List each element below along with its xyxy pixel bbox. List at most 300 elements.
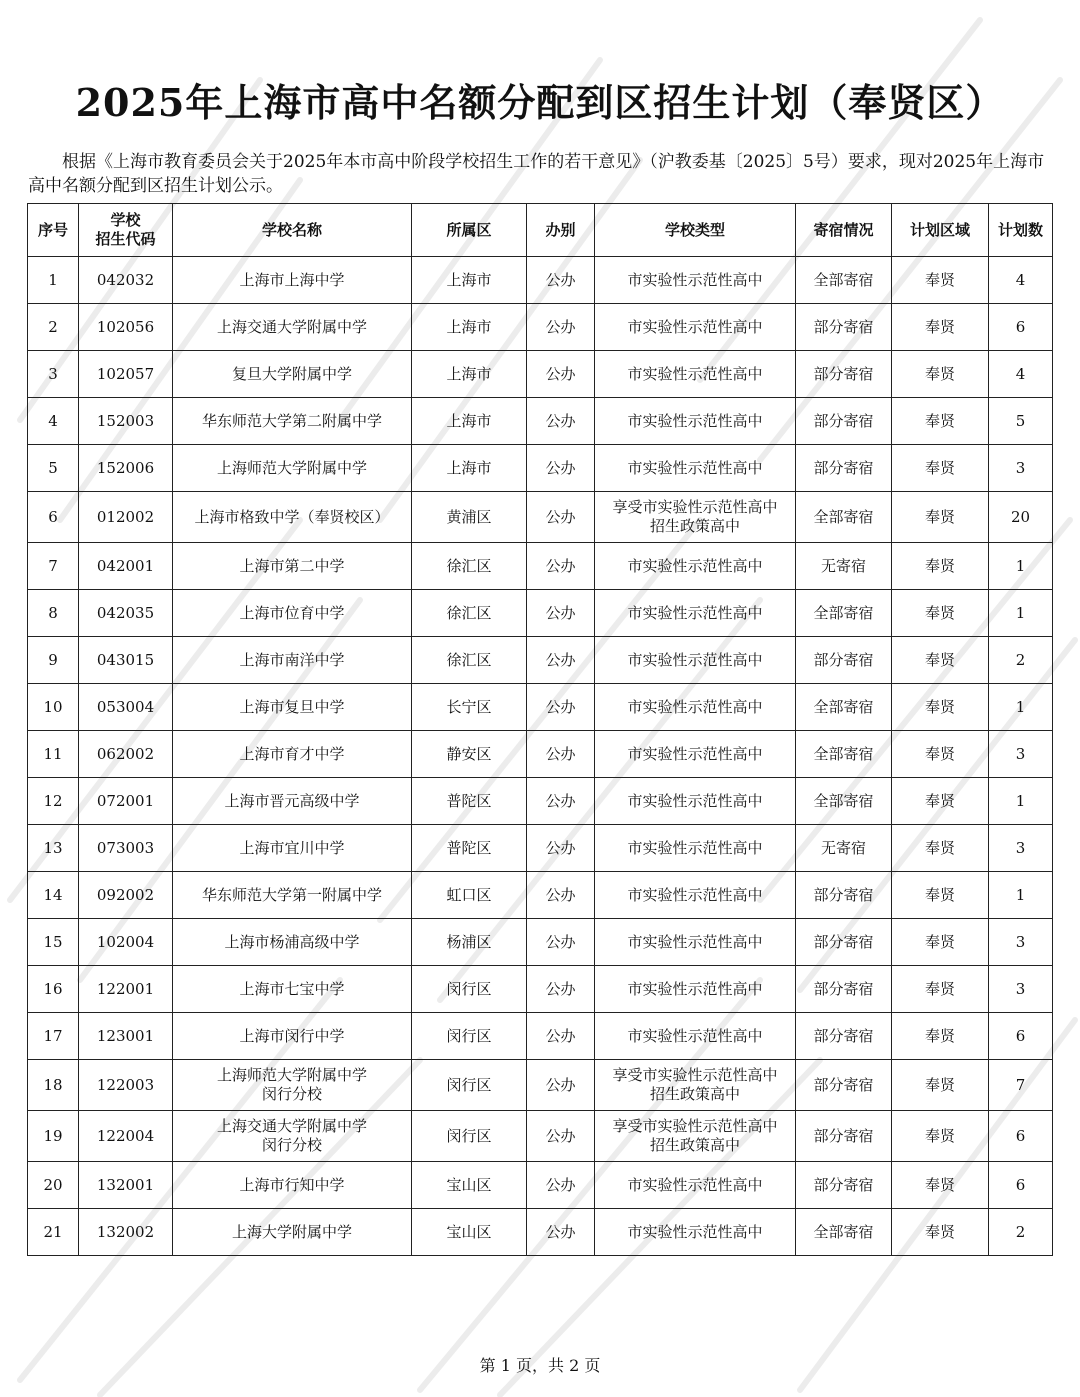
cell-code (79, 684, 173, 731)
cell-type-line: 市实验性示范性高中 (627, 603, 763, 622)
cell-count-line: 3 (1015, 744, 1026, 763)
cell-ownership (527, 1060, 595, 1111)
cell-type (595, 1162, 796, 1209)
cell-boarding (796, 872, 892, 919)
cell-ownership-line: 公办 (545, 838, 576, 857)
cell-count-line: 5 (1015, 411, 1026, 430)
cell-boarding (796, 304, 892, 351)
cell-count-line: 6 (1015, 1175, 1026, 1194)
cell-code-line: 122003 (96, 1075, 155, 1094)
cell-boarding-line: 全部寄宿 (813, 603, 874, 622)
cell-type-line: 市实验性示范性高中 (627, 458, 763, 477)
cell-type-line: 市实验性示范性高中 (627, 317, 763, 336)
cell-boarding-line: 部分寄宿 (813, 458, 874, 477)
cell-code (79, 731, 173, 778)
cell-boarding-line: 部分寄宿 (813, 932, 874, 951)
table-row (28, 637, 1053, 684)
cell-code-line: 102004 (96, 932, 155, 951)
header-area: 计划区域 (892, 204, 989, 257)
cell-district (412, 684, 527, 731)
cell-code-line: 092002 (96, 885, 155, 904)
cell-type-line: 市实验性示范性高中 (627, 364, 763, 383)
cell-boarding (796, 351, 892, 398)
cell-count (989, 304, 1053, 351)
cell-district (412, 1209, 527, 1256)
cell-code-line: 152003 (96, 411, 155, 430)
cell-name-line: 上海市第二中学 (239, 556, 345, 575)
cell-index-line: 4 (48, 411, 58, 430)
cell-code (79, 919, 173, 966)
cell-ownership-line: 公办 (545, 650, 576, 669)
cell-index-line: 19 (43, 1126, 63, 1145)
cell-boarding (796, 590, 892, 637)
cell-ownership (527, 351, 595, 398)
cell-index-line: 12 (43, 791, 63, 810)
cell-boarding-line: 全部寄宿 (813, 270, 874, 289)
cell-index-line: 13 (43, 838, 63, 857)
cell-district-line: 闵行区 (446, 979, 492, 998)
cell-type (595, 731, 796, 778)
cell-name (173, 398, 412, 445)
cell-code-line: 122004 (96, 1126, 155, 1145)
cell-code-line: 132001 (96, 1175, 155, 1194)
cell-type (595, 637, 796, 684)
cell-ownership (527, 1013, 595, 1060)
table-body (28, 257, 1053, 1256)
cell-code (79, 825, 173, 872)
cell-area-line: 奉贤 (924, 885, 955, 904)
cell-area-line: 奉贤 (924, 556, 955, 575)
table-row (28, 731, 1053, 778)
cell-type (595, 304, 796, 351)
cell-index (28, 872, 79, 919)
cell-area (892, 966, 989, 1013)
cell-name (173, 492, 412, 543)
cell-area (892, 1162, 989, 1209)
cell-name (173, 825, 412, 872)
cell-type-line: 市实验性示范性高中 (627, 270, 763, 289)
cell-ownership (527, 543, 595, 590)
cell-index-line: 3 (48, 364, 58, 383)
cell-boarding-line: 无寄宿 (820, 556, 866, 575)
cell-index (28, 398, 79, 445)
cell-type-line: 享受市实验性示范性高中 (612, 1117, 778, 1135)
cell-count (989, 351, 1053, 398)
cell-ownership (527, 872, 595, 919)
cell-type-line: 招生政策高中 (649, 1085, 740, 1103)
cell-type-line: 市实验性示范性高中 (627, 838, 763, 857)
cell-ownership-line: 公办 (545, 697, 576, 716)
cell-code (79, 543, 173, 590)
cell-name (173, 919, 412, 966)
cell-ownership (527, 1209, 595, 1256)
cell-name (173, 731, 412, 778)
cell-name (173, 445, 412, 492)
cell-area-line: 奉贤 (924, 1222, 955, 1241)
cell-area (892, 637, 989, 684)
cell-area-line: 奉贤 (924, 838, 955, 857)
table-row (28, 1013, 1053, 1060)
cell-ownership (527, 684, 595, 731)
cell-count (989, 1111, 1053, 1162)
header-code-line1: 学校 (110, 211, 141, 229)
cell-name (173, 304, 412, 351)
cell-index-line: 11 (43, 744, 63, 763)
cell-district (412, 1111, 527, 1162)
cell-type (595, 919, 796, 966)
cell-index-line: 14 (43, 885, 63, 904)
cell-area (892, 351, 989, 398)
intro-paragraph: 根据《上海市教育委员会关于2025年本市高中阶段学校招生工作的若干意见》（沪教委基〔2025〕5号）要求，现对2025年上海市高中名额分配到区招生计划公示。 (28, 152, 1045, 196)
cell-index (28, 1060, 79, 1111)
cell-area-line: 奉贤 (924, 317, 955, 336)
cell-boarding-line: 部分寄宿 (813, 979, 874, 998)
cell-count (989, 543, 1053, 590)
cell-count (989, 637, 1053, 684)
cell-area (892, 445, 989, 492)
cell-code-line: 073003 (96, 838, 155, 857)
cell-count (989, 825, 1053, 872)
cell-type-line: 市实验性示范性高中 (627, 697, 763, 716)
cell-district-line: 上海市 (446, 364, 492, 383)
cell-area (892, 778, 989, 825)
cell-code (79, 492, 173, 543)
cell-count-line: 1 (1015, 885, 1026, 904)
cell-name (173, 543, 412, 590)
cell-count-line: 1 (1015, 697, 1026, 716)
cell-index (28, 637, 79, 684)
cell-area-line: 奉贤 (924, 270, 955, 289)
cell-type-line: 市实验性示范性高中 (627, 791, 763, 810)
cell-index-line: 17 (43, 1026, 63, 1045)
cell-district-line: 闵行区 (446, 1026, 492, 1045)
cell-district (412, 778, 527, 825)
cell-district (412, 731, 527, 778)
cell-type-line: 享受市实验性示范性高中 (612, 1066, 778, 1084)
table-row (28, 257, 1053, 304)
header-count: 计划数 (989, 204, 1053, 257)
cell-count-line: 1 (1015, 556, 1026, 575)
cell-code (79, 966, 173, 1013)
cell-name (173, 1209, 412, 1256)
cell-district (412, 825, 527, 872)
cell-district-line: 杨浦区 (446, 932, 492, 951)
cell-boarding (796, 778, 892, 825)
cell-count-line: 6 (1015, 1126, 1026, 1145)
cell-boarding-line: 部分寄宿 (813, 885, 874, 904)
cell-ownership (527, 257, 595, 304)
cell-area-line: 奉贤 (924, 603, 955, 622)
cell-index-line: 8 (48, 603, 58, 622)
cell-area (892, 257, 989, 304)
table-row (28, 351, 1053, 398)
cell-district-line: 长宁区 (446, 697, 492, 716)
cell-name (173, 1111, 412, 1162)
cell-code (79, 1162, 173, 1209)
header-ownership: 办别 (527, 204, 595, 257)
cell-type-line: 市实验性示范性高中 (627, 411, 763, 430)
cell-area (892, 1013, 989, 1060)
cell-name-line: 华东师范大学第一附属中学 (201, 885, 382, 904)
cell-district-line: 闵行区 (446, 1075, 492, 1094)
cell-index (28, 684, 79, 731)
cell-code (79, 1013, 173, 1060)
cell-code (79, 872, 173, 919)
cell-name (173, 778, 412, 825)
cell-area (892, 492, 989, 543)
cell-count (989, 590, 1053, 637)
cell-code (79, 1060, 173, 1111)
table-row (28, 825, 1053, 872)
cell-type (595, 966, 796, 1013)
cell-type-line: 市实验性示范性高中 (627, 1026, 763, 1045)
header-boarding: 寄宿情况 (796, 204, 892, 257)
cell-count-line: 1 (1015, 791, 1026, 810)
cell-index (28, 351, 79, 398)
cell-code-line: 123001 (96, 1026, 155, 1045)
cell-count-line: 1 (1015, 603, 1026, 622)
cell-boarding (796, 1013, 892, 1060)
cell-index-line: 7 (48, 556, 58, 575)
cell-ownership (527, 731, 595, 778)
cell-index (28, 825, 79, 872)
cell-area-line: 奉贤 (924, 411, 955, 430)
cell-district (412, 398, 527, 445)
cell-district (412, 637, 527, 684)
cell-type (595, 590, 796, 637)
table-row (28, 1060, 1053, 1111)
cell-code (79, 257, 173, 304)
cell-count (989, 778, 1053, 825)
cell-type (595, 778, 796, 825)
cell-code-line: 122001 (96, 979, 155, 998)
cell-name-line: 上海市行知中学 (239, 1175, 345, 1194)
header-name: 学校名称 (173, 204, 412, 257)
table-row (28, 590, 1053, 637)
cell-boarding (796, 257, 892, 304)
cell-index-line: 6 (48, 507, 58, 526)
cell-ownership (527, 445, 595, 492)
cell-boarding-line: 部分寄宿 (813, 650, 874, 669)
cell-count-line: 2 (1015, 650, 1026, 669)
cell-boarding-line: 全部寄宿 (813, 507, 874, 526)
cell-area (892, 919, 989, 966)
cell-district (412, 257, 527, 304)
cell-boarding-line: 全部寄宿 (813, 697, 874, 716)
cell-count-line: 3 (1015, 838, 1026, 857)
cell-count (989, 684, 1053, 731)
cell-index (28, 1013, 79, 1060)
cell-boarding (796, 543, 892, 590)
cell-code-line: 102057 (96, 364, 155, 383)
cell-count-line: 4 (1015, 364, 1026, 383)
cell-index (28, 590, 79, 637)
cell-district-line: 徐汇区 (446, 603, 492, 622)
cell-code-line: 062002 (96, 744, 155, 763)
cell-area (892, 872, 989, 919)
cell-district (412, 1060, 527, 1111)
cell-boarding (796, 398, 892, 445)
cell-index (28, 543, 79, 590)
cell-area (892, 304, 989, 351)
cell-boarding-line: 部分寄宿 (813, 364, 874, 383)
cell-name (173, 1162, 412, 1209)
cell-type (595, 684, 796, 731)
cell-name-line: 上海师范大学附属中学 (216, 458, 367, 477)
cell-ownership-line: 公办 (545, 1222, 576, 1241)
cell-ownership (527, 778, 595, 825)
cell-count (989, 445, 1053, 492)
cell-count (989, 1162, 1053, 1209)
cell-district-line: 上海市 (446, 317, 492, 336)
cell-area (892, 398, 989, 445)
cell-ownership-line: 公办 (545, 1075, 576, 1094)
cell-code-line: 102056 (96, 317, 155, 336)
cell-index-line: 2 (48, 317, 58, 336)
cell-index (28, 1209, 79, 1256)
cell-boarding (796, 684, 892, 731)
cell-type-line: 市实验性示范性高中 (627, 556, 763, 575)
cell-ownership (527, 1162, 595, 1209)
cell-type (595, 445, 796, 492)
table-header-row (28, 204, 1053, 257)
cell-ownership-line: 公办 (545, 556, 576, 575)
cell-code (79, 778, 173, 825)
cell-ownership-line: 公办 (545, 411, 576, 430)
cell-index-line: 1 (48, 270, 58, 289)
cell-area-line: 奉贤 (924, 364, 955, 383)
cell-type (595, 351, 796, 398)
enrollment-plan-table (27, 203, 1053, 1256)
table-row (28, 543, 1053, 590)
cell-ownership-line: 公办 (545, 932, 576, 951)
cell-index (28, 492, 79, 543)
table-row (28, 492, 1053, 543)
cell-type (595, 1209, 796, 1256)
table-row (28, 445, 1053, 492)
cell-code-line: 042035 (96, 603, 155, 622)
cell-name-line: 上海市育才中学 (239, 744, 345, 763)
cell-count (989, 919, 1053, 966)
cell-code (79, 398, 173, 445)
cell-count-line: 3 (1015, 979, 1026, 998)
cell-district-line: 上海市 (446, 411, 492, 430)
cell-ownership-line: 公办 (545, 791, 576, 810)
cell-area-line: 奉贤 (924, 932, 955, 951)
cell-type-line: 招生政策高中 (649, 517, 740, 535)
cell-district-line: 虹口区 (446, 885, 492, 904)
cell-count (989, 731, 1053, 778)
cell-district-line: 普陀区 (446, 791, 492, 810)
table-row (28, 304, 1053, 351)
cell-district (412, 351, 527, 398)
cell-boarding (796, 445, 892, 492)
cell-type-line: 市实验性示范性高中 (627, 979, 763, 998)
table-row (28, 966, 1053, 1013)
cell-name-line: 上海市杨浦高级中学 (224, 932, 360, 951)
cell-district-line: 上海市 (446, 270, 492, 289)
cell-code (79, 445, 173, 492)
cell-name-line: 上海大学附属中学 (231, 1222, 352, 1241)
cell-area (892, 1060, 989, 1111)
cell-boarding (796, 731, 892, 778)
cell-name-line: 上海市南洋中学 (239, 650, 345, 669)
cell-district-line: 普陀区 (446, 838, 492, 857)
cell-district-line: 静安区 (446, 744, 492, 763)
cell-boarding-line: 部分寄宿 (813, 411, 874, 430)
cell-name-line: 上海市宜川中学 (239, 838, 345, 857)
cell-type (595, 872, 796, 919)
cell-boarding (796, 966, 892, 1013)
cell-district (412, 543, 527, 590)
cell-district (412, 872, 527, 919)
table-row (28, 872, 1053, 919)
table-row (28, 1162, 1053, 1209)
cell-index-line: 15 (43, 932, 63, 951)
cell-name-line: 上海市闵行中学 (239, 1026, 345, 1045)
cell-name-line: 上海市复旦中学 (239, 697, 345, 716)
cell-type-line: 市实验性示范性高中 (627, 650, 763, 669)
cell-type-line: 市实验性示范性高中 (627, 885, 763, 904)
cell-index (28, 919, 79, 966)
cell-name-line: 上海交通大学附属中学 (216, 317, 367, 336)
cell-count (989, 1013, 1053, 1060)
cell-index (28, 1162, 79, 1209)
cell-area (892, 1111, 989, 1162)
cell-name (173, 351, 412, 398)
cell-boarding (796, 825, 892, 872)
cell-area (892, 684, 989, 731)
cell-type (595, 257, 796, 304)
cell-name-line: 上海市上海中学 (239, 270, 345, 289)
cell-boarding (796, 919, 892, 966)
cell-name (173, 872, 412, 919)
cell-index (28, 1111, 79, 1162)
cell-boarding-line: 全部寄宿 (813, 791, 874, 810)
cell-ownership (527, 590, 595, 637)
cell-count-line: 6 (1015, 317, 1026, 336)
cell-count-line: 20 (1010, 507, 1031, 526)
cell-name (173, 1060, 412, 1111)
cell-index (28, 445, 79, 492)
cell-ownership (527, 966, 595, 1013)
cell-ownership-line: 公办 (545, 885, 576, 904)
cell-district (412, 919, 527, 966)
table-row (28, 684, 1053, 731)
cell-index (28, 304, 79, 351)
table-row (28, 919, 1053, 966)
page-footer: 第 1 页，共 2 页 (479, 1356, 601, 1375)
cell-name-line: 闵行分校 (261, 1136, 322, 1154)
cell-district-line: 徐汇区 (446, 650, 492, 669)
cell-ownership (527, 492, 595, 543)
cell-type (595, 1060, 796, 1111)
cell-district (412, 966, 527, 1013)
cell-ownership-line: 公办 (545, 317, 576, 336)
cell-code-line: 043015 (96, 650, 155, 669)
cell-type-line: 市实验性示范性高中 (627, 744, 763, 763)
cell-name-line: 华东师范大学第二附属中学 (201, 411, 382, 430)
cell-area-line: 奉贤 (924, 1075, 955, 1094)
cell-name-line: 上海市七宝中学 (239, 979, 345, 998)
cell-area-line: 奉贤 (924, 744, 955, 763)
cell-district (412, 590, 527, 637)
cell-type-line: 市实验性示范性高中 (627, 1222, 763, 1241)
cell-ownership-line: 公办 (545, 603, 576, 622)
cell-boarding-line: 全部寄宿 (813, 1222, 874, 1241)
cell-district (412, 1013, 527, 1060)
cell-ownership (527, 637, 595, 684)
